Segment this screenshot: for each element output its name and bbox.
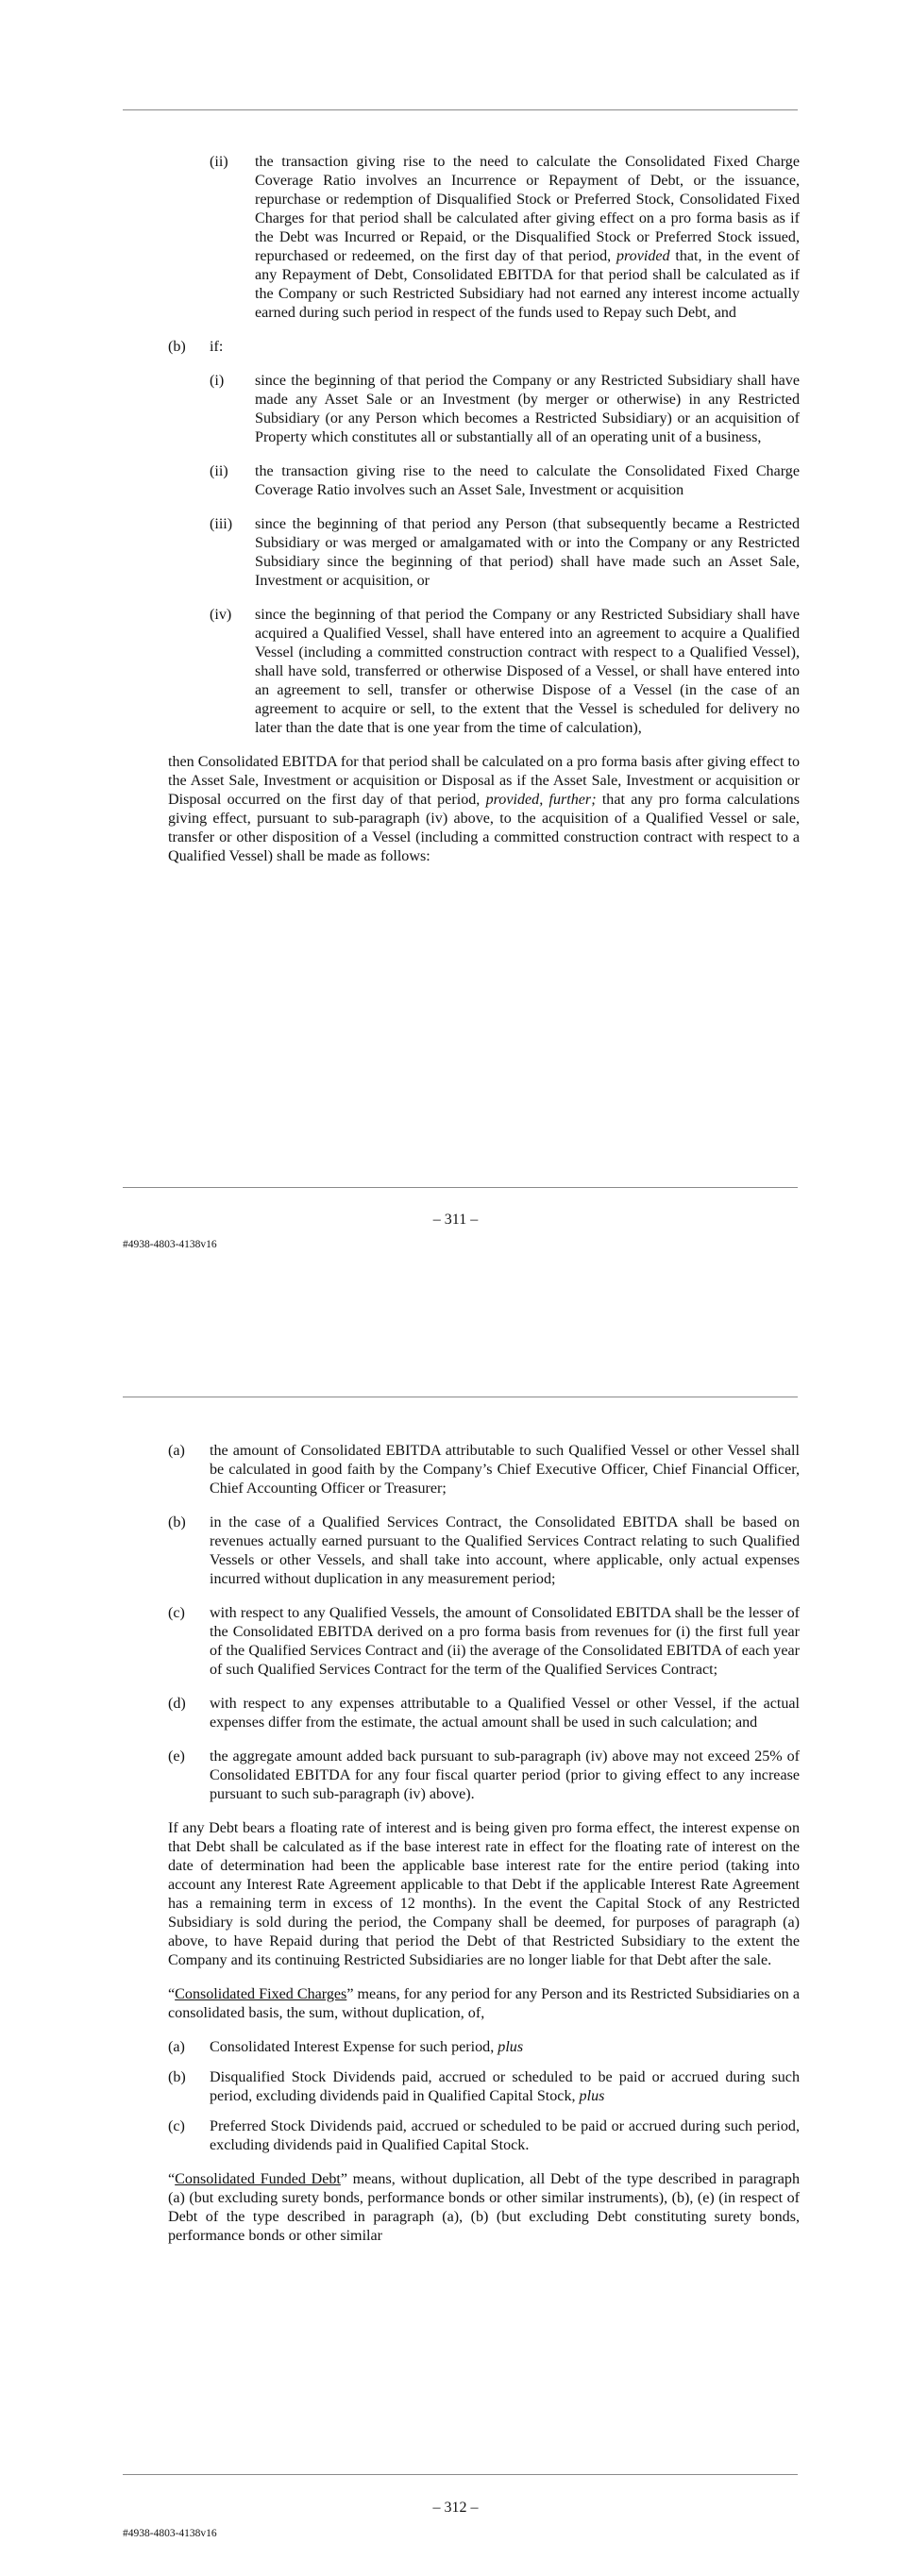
- clause-c: [0, 1604, 800, 1680]
- page-312: [0, 1288, 911, 2576]
- clause-label: (iv): [210, 607, 232, 623]
- page-number: – 312 –: [432, 2500, 479, 2516]
- definition-consolidated-fixed-charges: [168, 1985, 800, 2023]
- definition-consolidated-funded-debt: [168, 2170, 800, 2246]
- defined-term: Consolidated Funded Debt: [175, 2171, 341, 2187]
- clause-text: the transaction giving rise to the need to calculate the Consolidated Fixed Charge Coverage Ratio involves an Incurrence or Repayment of Debt, or the issuance, repurchase or redemption of Disqualified Stock or Preferred Stock, Consolidated Fixed Charges for that period shall be calculated after giving effect on a pro forma basis as if the Debt was Incurred or Repaid, or the Disqualified Stock or Preferred Stock issued, repurchased or redeemed, on the first day of that period,: [255, 154, 800, 264]
- emphasis-plus: plus: [579, 2088, 605, 2104]
- clause-b: [0, 338, 800, 357]
- emphasis-plus: plus: [498, 2039, 524, 2055]
- floating-rate-paragraph: [168, 1819, 800, 1970]
- clause-text: Consolidated Interest Expense for such period,: [210, 2039, 498, 2055]
- clause-text: if:: [210, 339, 224, 355]
- footer-rule: [123, 2474, 798, 2475]
- clause-text: since the beginning of that period the Company or any Restricted Subsidiary shall have acquired a Qualified Vessel, shall have entered into an agreement to acquire a Qualified Vessel (including a committed construction contract with respect to a Qualified Vessel), shall have sold, transferred or otherwise Disposed of a Vessel, or shall have entered into an agreement to sell, transfer or otherwise Dispose of a Vessel (in the case of an agreement to acquire or sell, to the extent that the Vessel is scheduled for delivery no later than the date that is one year from the time of calculation),: [255, 607, 800, 736]
- clause-text: since the beginning of that period any Person (that subsequently became a Restricted Subsidiary or was merged or amalgamated with or into the Company or any Restricted Subsidiary since the beginning of that period) shall have made such an Asset Sale, Investment or acquisition, or: [255, 516, 800, 589]
- paragraph-text: then Consolidated EBITDA for that period shall be calculated on a pro forma basis after giving effect to the Asset Sale, Investment or acquisition or Disposal as if the Asset Sale, Investment or acquisition or Disposal occurred on the first day of that period,: [168, 754, 800, 808]
- header-rule: [123, 109, 798, 110]
- clause-text: Disqualified Stock Dividends paid, accrued or scheduled to be paid or accrued during such period, excluding dividends paid in Qualified Capital Stock,: [210, 2069, 800, 2104]
- clause-label: (ii): [210, 463, 228, 479]
- clause-b-i: [0, 372, 800, 447]
- cfc-clause-b: [0, 2068, 800, 2106]
- cfc-clause-a: [0, 2038, 800, 2057]
- clause-e: [0, 1748, 800, 1804]
- clause-label: (i): [210, 373, 225, 389]
- clause-text: with respect to any expenses attributable to a Qualified Vessel or other Vessel, if the actual expenses differ from the estimate, the actual amount shall be used in such calculation; and: [210, 1696, 800, 1731]
- clause-b-iv: [0, 606, 800, 738]
- paragraph-text: If any Debt bears a floating rate of interest and is being given pro forma effect, the interest expense on that Debt shall be calculated as if the base interest rate in effect for the floating rate of interest on the date of determination had been the applicable base interest rate for the entire period (taking into account any Interest Rate Agreement applicable to that Debt if the applicable Interest Rate Agreement has a remaining term in excess of 12 months). In the event the Capital Stock of any Restricted Subsidiary is sold during the period, the Company shall be deemed, for purposes of paragraph (a) above, to have Repaid during that period the Debt of that Restricted Subsidiary to the extent the Company and its continuing Restricted Subsidiaries are no longer liable for that Debt after the sale.: [168, 1820, 800, 1968]
- clause-d: [0, 1695, 800, 1732]
- clause-text: since the beginning of that period the Company or any Restricted Subsidiary shall have made any Asset Sale or an Investment (by merger or otherwise) in any Restricted Subsidiary (or any Person which becomes a Restricted Subsidiary) or an acquisition of Property which constitutes all or substantially all of an operating unit of a business,: [255, 373, 800, 445]
- emphasis-provided-further: provided, further;: [485, 792, 597, 808]
- footer-rule: [123, 1187, 798, 1188]
- defined-term: Consolidated Fixed Charges: [175, 1986, 347, 2002]
- clause-text: in the case of a Qualified Services Contract, the Consolidated EBITDA shall be based on revenues actually earned pursuant to the Qualified Services Contract relating to such Qualified Vessels or other Vessels, and shall take into account, where applicable, only actual expenses incurred without duplication in any measurement period;: [210, 1514, 800, 1587]
- definition-text: ” means, without duplication, all Debt of the type described in paragraph (a) (but excluding surety bonds, performance bonds or other similar instruments), (b), (e) (in respect of Debt of the type described in paragraph (a), (b) (but excluding Debt constituting surety bonds, performance bonds or other similar: [168, 2171, 801, 2244]
- clause-a: [0, 1442, 800, 1498]
- clause-label: (c): [168, 2118, 185, 2134]
- clause-b-ii: [0, 462, 800, 500]
- cfc-clause-c: [0, 2117, 800, 2155]
- clause-b-iii: [0, 515, 800, 591]
- clause-label: (b): [168, 1514, 186, 1531]
- clause-text: the aggregate amount added back pursuant to sub-paragraph (iv) above may not exceed 25% of Consolidated EBITDA for any four fiscal quarter period (prior to giving effect to any increase pursuant to such sub-paragraph (iv) above).: [210, 1748, 800, 1802]
- page-body: [0, 153, 911, 881]
- clause-text: the transaction giving rise to the need to calculate the Consolidated Fixed Charge Coverage Ratio involves such an Asset Sale, Investment or acquisition: [255, 463, 800, 498]
- clause-label: (b): [168, 2069, 186, 2085]
- clause-label: (iii): [210, 516, 233, 532]
- document-id: #4938-4803-4138v16: [123, 1239, 217, 1250]
- clause-label: (ii): [210, 154, 228, 170]
- clause-label: (c): [168, 1605, 185, 1621]
- paragraph-text-cont: that any pro forma calculations giving effect, pursuant to sub-paragraph (iv) above, to the acquisition of a Qualified Vessel or sale, transfer or other disposition of a Vessel (including a committed construction contract with respect to a Qualified Vessel) shall be made as follows:: [168, 792, 800, 864]
- clause-label: (b): [168, 339, 186, 355]
- page-body: [0, 1442, 911, 2261]
- open-quote: “: [168, 1986, 176, 2002]
- clause-text: the amount of Consolidated EBITDA attributable to such Qualified Vessel or other Vessel shall be calculated in good faith by the Company’s Chief Executive Officer, Chief Financial Officer, Chief Accounting Officer or Treasurer;: [210, 1443, 800, 1497]
- clause-ii: [0, 153, 800, 323]
- clause-b: [0, 1514, 800, 1589]
- definition-text: ” means, for any period for any Person and its Restricted Subsidiaries on a consolidated basis, the sum, without duplication, of,: [168, 1986, 800, 2021]
- page-number: – 311 –: [432, 1212, 479, 1228]
- clause-label: (a): [168, 2039, 185, 2055]
- clause-text-cont: that, in the event of any Repayment of Debt, Consolidated EBITDA for that period shall be calculated as if the Company or such Restricted Subsidiary had not earned any interest income actually earned during such period in respect of the funds used to Repay such Debt, and: [255, 248, 800, 321]
- clause-text: with respect to any Qualified Vessels, the amount of Consolidated EBITDA shall be the lesser of the Consolidated EBITDA derived on a pro forma basis from revenues for (i) the first full year of the Qualified Services Contract and (ii) the average of the Consolidated EBITDA of each year of such Qualified Services Contract for the term of the Qualified Services Contract;: [210, 1605, 800, 1678]
- emphasis-provided: provided: [616, 248, 670, 264]
- document-id: #4938-4803-4138v16: [123, 2528, 217, 2539]
- clause-text: Preferred Stock Dividends paid, accrued or scheduled to be paid or accrued during such period, excluding dividends paid in Qualified Capital Stock.: [210, 2118, 800, 2153]
- clause-label: (e): [168, 1748, 185, 1765]
- open-quote: “: [168, 2171, 176, 2187]
- clause-label: (a): [168, 1443, 185, 1459]
- clause-label: (d): [168, 1696, 186, 1712]
- then-paragraph: [168, 753, 800, 866]
